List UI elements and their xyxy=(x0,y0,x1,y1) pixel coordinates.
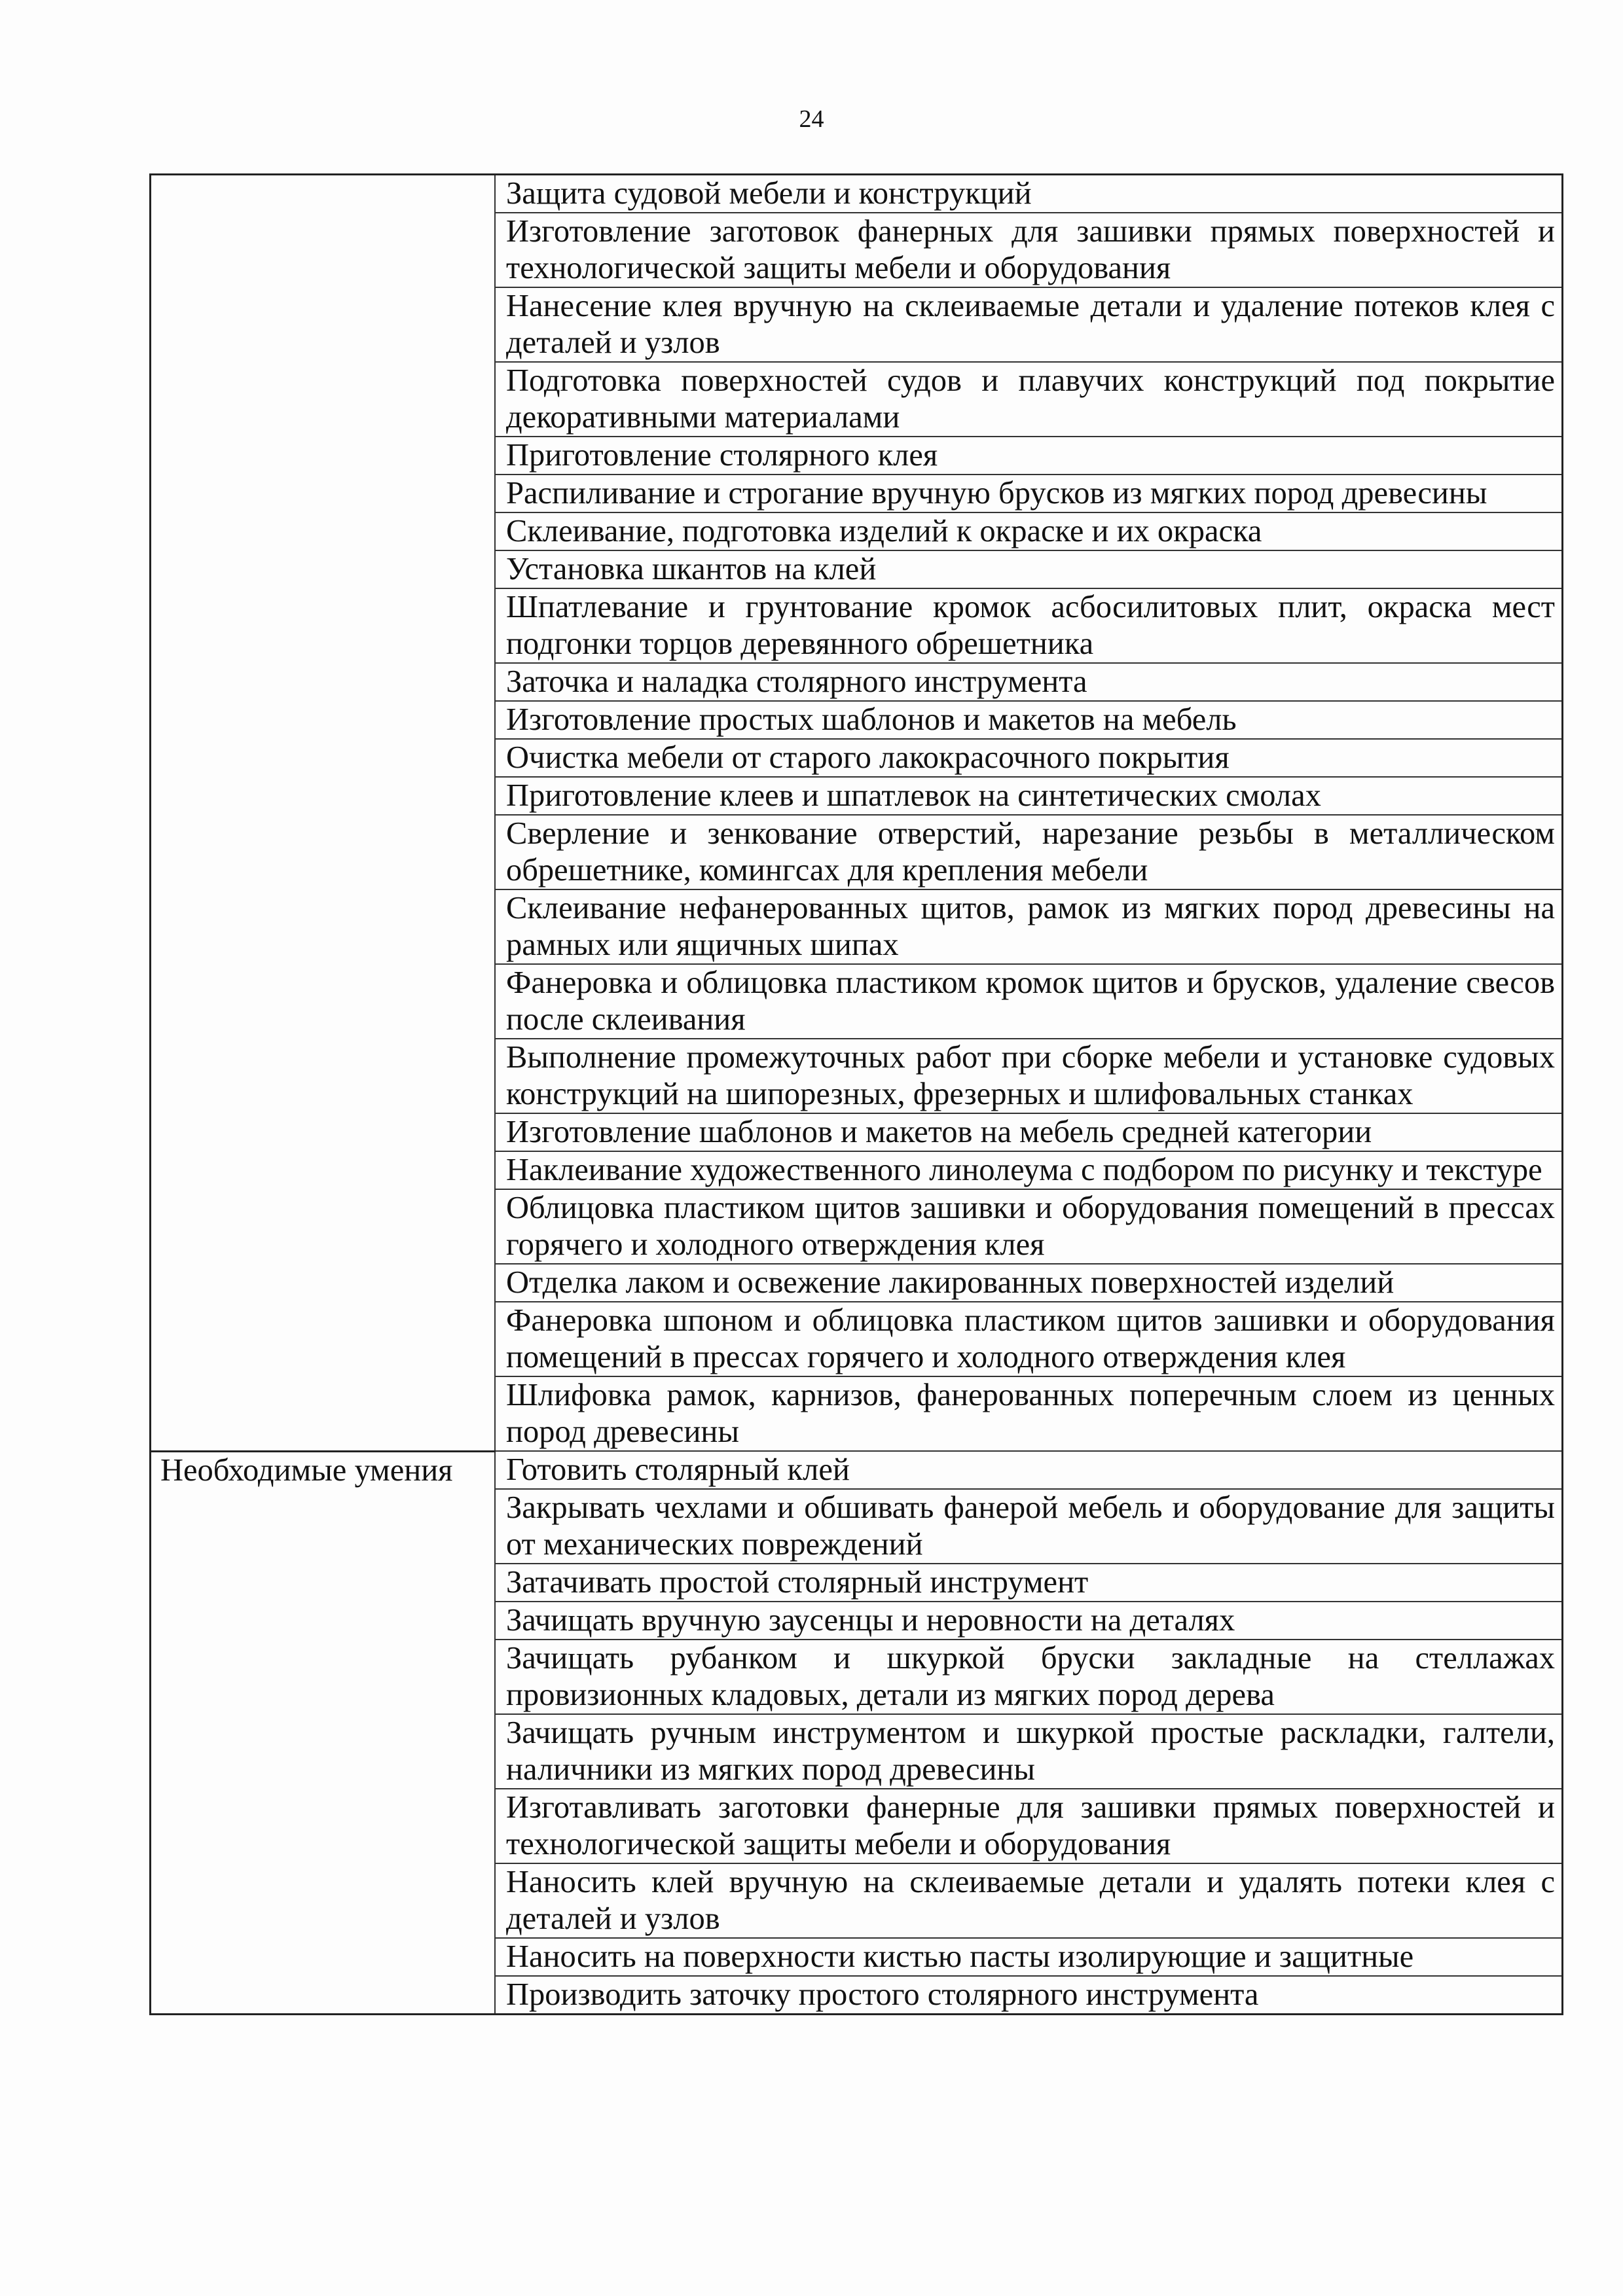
table-cell-item: Шлифовка рамок, карнизов, фанерованных поперечным слоем из ценных пород древесины xyxy=(495,1376,1563,1451)
table-cell-item: Фанеровка и облицовка пластиком кромок щитов и брусков, удаление свесов после склеивания xyxy=(495,964,1563,1039)
table-cell-item: Шпатлевание и грунтование кромок асбосилитовых плит, окраска мест подгонки торцов деревянного обрешетника xyxy=(495,588,1563,663)
table-cell-item: Защита судовой мебели и конструкций xyxy=(495,175,1563,213)
table-cell-item: Наклеивание художественного линолеума с подбором по рисунку и текстуре xyxy=(495,1151,1563,1189)
table-cell-item: Склеивание, подготовка изделий к окраске и их окраска xyxy=(495,512,1563,550)
table-cell-item: Отделка лаком и освежение лакированных поверхностей изделий xyxy=(495,1264,1563,1302)
table-row xyxy=(151,175,1563,213)
table-cell-item: Готовить столярный клей xyxy=(495,1451,1563,1489)
table-cell-item: Очистка мебели от старого лакокрасочного покрытия xyxy=(495,739,1563,777)
table-cell-item: Выполнение промежуточных работ при сборке мебели и установке судовых конструкций на шипорезных, фрезерных и шлифовальных станках xyxy=(495,1039,1563,1113)
table-body xyxy=(151,175,1563,2015)
section-label: Необходимые умения xyxy=(151,1451,496,2015)
table-cell-item: Изготовление простых шаблонов и макетов на мебель xyxy=(495,701,1563,739)
table-cell-item: Фанеровка шпоном и облицовка пластиком щитов зашивки и оборудования помещений в прессах горячего и холодного отверждения клея xyxy=(495,1302,1563,1376)
table-cell-item: Склеивание нефанерованных щитов, рамок из мягких пород древесины на рамных или ящичных шипах xyxy=(495,889,1563,964)
page-number: 24 xyxy=(799,105,824,133)
table-cell-item: Приготовление клеев и шпатлевок на синтетических смолах xyxy=(495,777,1563,815)
requirements-table xyxy=(149,173,1563,2015)
table-cell-item: Приготовление столярного клея xyxy=(495,437,1563,475)
table-cell-item: Затачивать простой столярный инструмент xyxy=(495,1564,1563,1602)
section-label xyxy=(151,175,496,1452)
table-cell-item: Облицовка пластиком щитов зашивки и оборудования помещений в прессах горячего и холодного отверждения клея xyxy=(495,1189,1563,1264)
table-cell-item: Подготовка поверхностей судов и плавучих конструкций под покрытие декоративными материалами xyxy=(495,362,1563,437)
table-cell-item: Изготавливать заготовки фанерные для зашивки прямых поверхностей и технологической защиты мебели и оборудования xyxy=(495,1789,1563,1863)
table-cell-item: Нанесение клея вручную на склеиваемые детали и удаление потеков клея с деталей и узлов xyxy=(495,287,1563,362)
table-cell-item: Изготовление шаблонов и макетов на мебель средней категории xyxy=(495,1113,1563,1151)
table-cell-item: Зачищать вручную заусенцы и неровности на деталях xyxy=(495,1602,1563,1640)
table-cell-item: Зачищать рубанком и шкуркой бруски закладные на стеллажах провизионных кладовых, детали из мягких пород дерева xyxy=(495,1640,1563,1714)
table-cell-item: Изготовление заготовок фанерных для зашивки прямых поверхностей и технологической защиты мебели и оборудования xyxy=(495,213,1563,287)
table-cell-item: Заточка и наладка столярного инструмента xyxy=(495,663,1563,701)
table-cell-item: Производить заточку простого столярного инструмента xyxy=(495,1976,1563,2015)
table-cell-item: Наносить на поверхности кистью пасты изолирующие и защитные xyxy=(495,1938,1563,1976)
table-cell-item: Распиливание и строгание вручную брусков из мягких пород древесины xyxy=(495,475,1563,512)
table-cell-item: Закрывать чехлами и обшивать фанерой мебель и оборудование для защиты от механических повреждений xyxy=(495,1489,1563,1564)
table-cell-item: Сверление и зенкование отверстий, нарезание резьбы в металлическом обрешетнике, комингсах для крепления мебели xyxy=(495,815,1563,889)
table-cell-item: Наносить клей вручную на склеиваемые детали и удалять потеки клея с деталей и узлов xyxy=(495,1863,1563,1938)
table-cell-item: Зачищать ручным инструментом и шкуркой простые раскладки, галтели, наличники из мягких пород древесины xyxy=(495,1714,1563,1789)
table-cell-item: Установка шкантов на клей xyxy=(495,550,1563,588)
table-row xyxy=(151,1451,1563,1489)
